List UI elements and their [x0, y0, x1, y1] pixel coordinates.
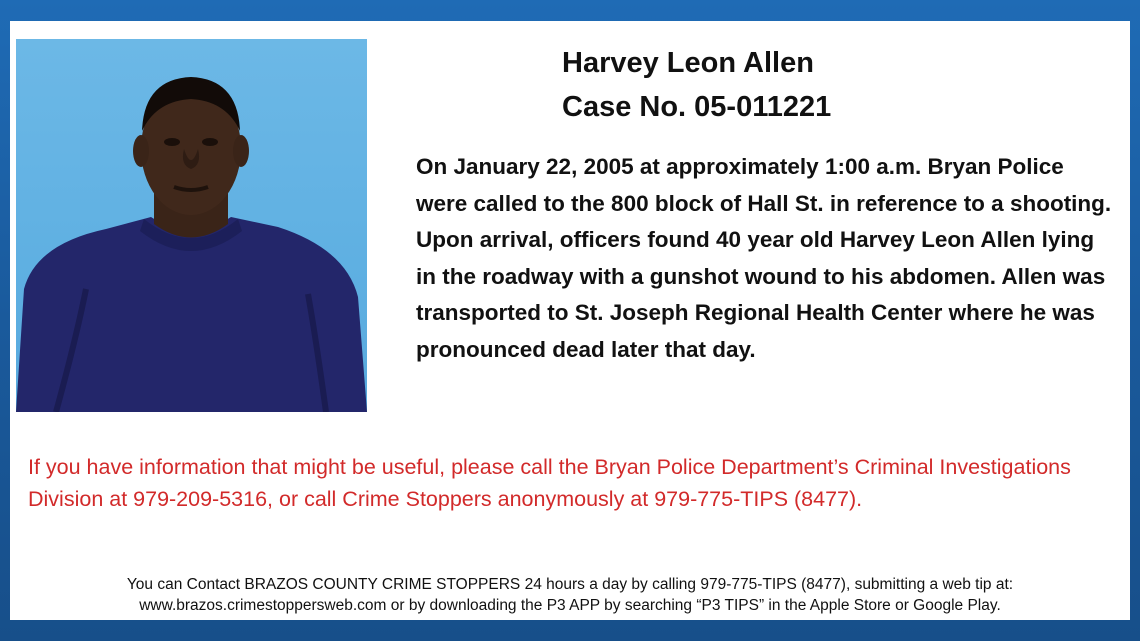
- footer-line-2: www.brazos.crimestoppersweb.com or by downloading the P3 APP by searching “P3 TIPS” in the Apple Store or Google Play.: [139, 597, 1001, 614]
- case-narrative: On January 22, 2005 at approximately 1:00 a.m. Bryan Police were called to the 800 block of Hall St. in reference to a shooting. Upon arrival, officers found 40 year old Harvey Leon Allen lying in the roadway with a gunshot wound to his abdomen. Allen was transported to St. Joseph Regional Health Center where he was pronounced dead later that day.: [416, 154, 1112, 362]
- victim-photo: [16, 39, 367, 412]
- footer-line-1: You can Contact BRAZOS COUNTY CRIME STOPPERS 24 hours a day by calling 979-775-TIPS (8477), submitting a web tip at:: [126, 576, 1014, 593]
- case-heading: [562, 41, 831, 129]
- case-flyer: [10, 21, 1130, 620]
- crime-stoppers-footer: [20, 574, 1120, 616]
- victim-name: Harvey Leon Allen: [562, 47, 814, 79]
- case-number: Case No. 05-011221: [562, 91, 832, 123]
- tip-appeal: If you have information that might be useful, please call the Bryan Police Department’s Criminal Investigations Division at 979-209-5316, or call Crime Stoppers anonymously at 979-775-TIPS (8477).: [28, 455, 1071, 511]
